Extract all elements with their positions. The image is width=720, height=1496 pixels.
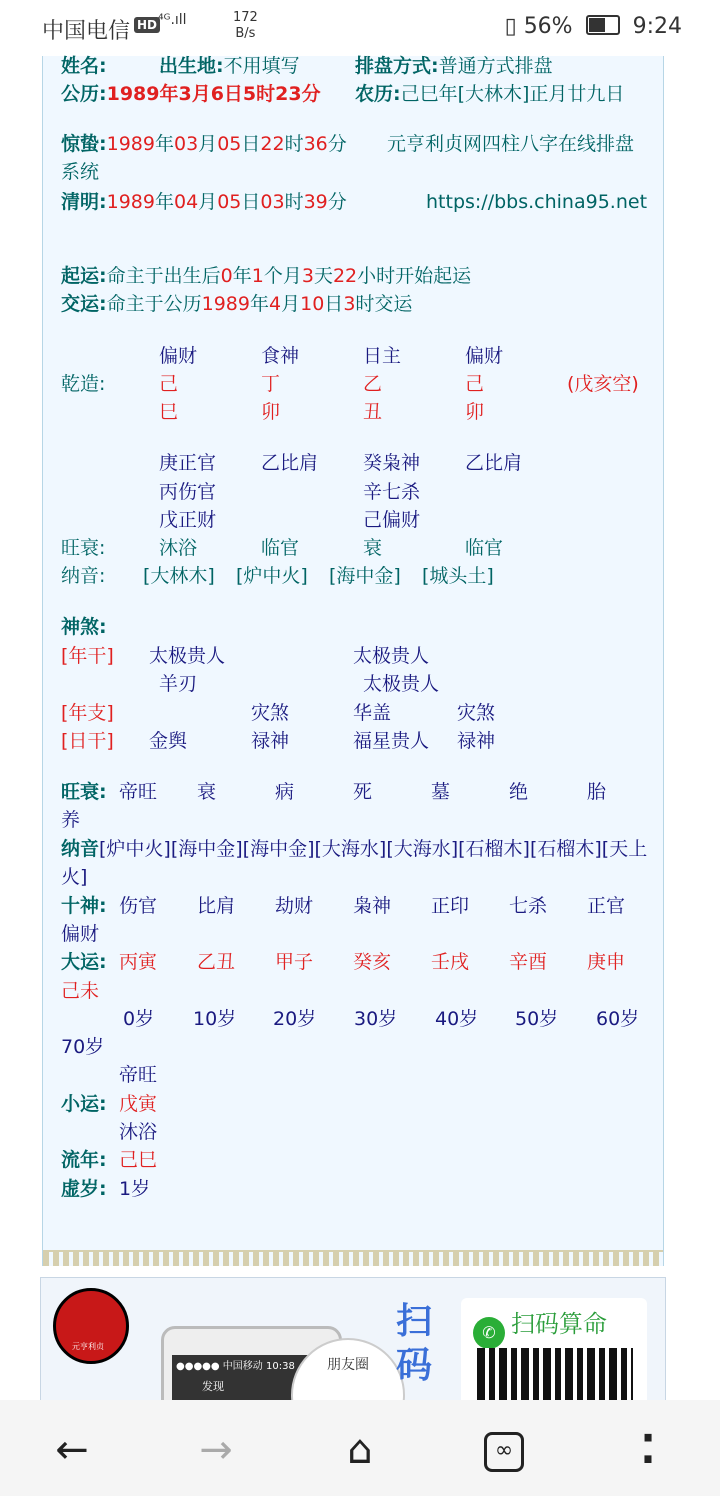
shensha-value: 太极贵人 (353, 645, 430, 667)
nayin-label: 纳音: (61, 565, 106, 587)
dayun-value: 辛酉 (509, 951, 548, 973)
home-button[interactable]: ⌂ (347, 1427, 373, 1473)
qr-card: ✆ 扫码算命 (461, 1298, 647, 1402)
hidden-stem: 辛七杀 (363, 481, 421, 503)
shishen-wrap: 偏财 (61, 923, 100, 945)
wangshuai-value: 衰 (363, 537, 383, 559)
branch-month: 卯 (261, 401, 281, 423)
age-value: 20岁 (273, 1008, 317, 1030)
qr-code (477, 1348, 633, 1402)
stem-year: 己 (159, 373, 179, 395)
decorative-border (43, 1250, 663, 1266)
forward-button[interactable]: → (199, 1427, 233, 1473)
branch-year: 巳 (159, 401, 179, 423)
age-wrap: 70岁 (61, 1036, 105, 1058)
dayun-value: 壬戌 (431, 951, 470, 973)
hidden-stem: 癸枭神 (363, 452, 421, 474)
dayun-value: 乙丑 (197, 951, 236, 973)
dayun-wrap: 己未 (61, 980, 100, 1002)
wangshuai-value: 临官 (261, 537, 300, 559)
shensha-value: 华盖 (353, 702, 392, 724)
ws2-value: 墓 (431, 781, 451, 803)
pillar-head-hour: 偏财 (465, 345, 504, 367)
shishen-value: 七杀 (509, 895, 548, 917)
network-speed: 172 B/s (233, 10, 258, 41)
hidden-stem: 丙伤官 (159, 481, 217, 503)
bazi-result-panel (42, 56, 664, 1266)
row-qiyun: 起运:命主于出生后0年1个月3天22小时开始起运 (61, 265, 472, 287)
shensha-value: 羊刃 (159, 673, 198, 695)
xiaoyun-bottom: 沐浴 (119, 1121, 158, 1143)
shensha-day-stem-label: [日干] (61, 730, 114, 752)
shensha-value: 禄神 (251, 730, 290, 752)
shensha-value: 禄神 (457, 730, 496, 752)
ws2-value: 死 (353, 781, 373, 803)
row-lunar: 农历:己巳年[大林木]正月廿九日 (355, 83, 625, 105)
hidden-stem: 己偏财 (363, 509, 421, 531)
back-button[interactable]: ← (55, 1427, 89, 1473)
row-name: 姓名: (61, 55, 107, 77)
brand-logo: 元亨利贞 (53, 1288, 129, 1364)
pillar-head-day: 日主 (363, 345, 402, 367)
row-qingming: 清明:1989年04月05日03时39分 (61, 191, 347, 213)
shensha-year-stem-label: [年干] (61, 645, 114, 667)
branch-day: 丑 (363, 401, 383, 423)
pillar-head-month: 食神 (261, 345, 300, 367)
stem-hour: 己 (465, 373, 485, 395)
nayin-value: [炉中火] (236, 565, 308, 587)
age-value: 10岁 (193, 1008, 237, 1030)
dayun-value: 癸亥 (353, 951, 392, 973)
ny2-wrap: 火] (61, 866, 88, 888)
nayin-value: [大林木] (143, 565, 215, 587)
xiaoyun-label: 小运: (61, 1093, 107, 1115)
scan-label: 扫 码 (396, 1301, 433, 1386)
ws2-value: 帝旺 (119, 781, 158, 803)
row-method: 排盘方式:普通方式排盘 (355, 55, 553, 77)
tabs-icon: ∞ (484, 1432, 524, 1472)
moments-circle: 朋友圈 (291, 1338, 405, 1402)
shensha-value: 金舆 (149, 730, 188, 752)
shensha-value: 灾煞 (457, 702, 496, 724)
qr-ad-banner[interactable] (40, 1277, 666, 1402)
xiaoyun-value: 戊寅 (119, 1093, 158, 1115)
battery-icon (586, 15, 620, 35)
ws2-value: 衰 (197, 781, 217, 803)
stem-day: 乙 (363, 373, 383, 395)
shishen-value: 伤官 (119, 895, 158, 917)
status-bar (0, 0, 720, 56)
nayin-value: [海中金] (329, 565, 401, 587)
browser-nav-bar (0, 1400, 720, 1496)
phone-illustration: ●●●●● 中国移动 10:38 发现 (161, 1326, 342, 1402)
xusui-value: 1岁 (119, 1178, 151, 1200)
row-birthplace: 出生地:不用填写 (159, 55, 300, 77)
battery-percent: 56% (523, 14, 573, 39)
xiaoyun-top: 帝旺 (119, 1064, 158, 1086)
dayun-value: 甲子 (275, 951, 314, 973)
row-jingzhe: 惊蛰:1989年03月05日22时36分 (61, 133, 347, 155)
dayun-value: 庚申 (587, 951, 626, 973)
xusui-label: 虚岁: (61, 1178, 107, 1200)
vibrate-icon: ▯ (504, 14, 517, 39)
age-value: 60岁 (596, 1008, 640, 1030)
shensha-value: 太极贵人 (363, 673, 440, 695)
branch-hour: 卯 (465, 401, 485, 423)
dayun-value: 丙寅 (119, 951, 158, 973)
shensha-value: 灾煞 (251, 702, 290, 724)
pillar-head-year: 偏财 (159, 345, 198, 367)
kong-wang: (戊亥空) (567, 373, 639, 395)
shishen-value: 劫财 (275, 895, 314, 917)
shishen-value: 正官 (587, 895, 626, 917)
shensha-year-branch-label: [年支] (61, 702, 114, 724)
liunian-label: 流年: (61, 1149, 107, 1171)
status-right (505, 14, 682, 39)
shishen-value: 正印 (431, 895, 470, 917)
hidden-stem: 乙比肩 (465, 452, 523, 474)
age-value: 40岁 (435, 1008, 479, 1030)
ws2-value: 绝 (509, 781, 529, 803)
ws2-value: 病 (275, 781, 295, 803)
shensha-value: 福星贵人 (353, 730, 430, 752)
clock: 9:24 (632, 14, 682, 39)
row-solar: 公历:1989年3月6日5时23分 (61, 83, 321, 105)
ws2-value: 胎 (587, 781, 607, 803)
liunian-value: 己巳 (119, 1149, 158, 1171)
wangshuai-label: 旺衰: (61, 537, 106, 559)
age-value: 50岁 (515, 1008, 559, 1030)
shishen-label: 十神: (61, 895, 107, 917)
site-name-wrap: 系统 (61, 161, 100, 183)
wangshuai-value: 沐浴 (159, 537, 198, 559)
qianzao-label: 乾造: (61, 373, 106, 395)
ws2-wrap: 养 (61, 809, 81, 831)
hidden-stem: 庚正官 (159, 452, 217, 474)
site-name: 元亨利贞网四柱八字在线排盘 (387, 133, 635, 155)
ny2-row: 纳音[炉中火][海中金][海中金][大海水][大海水][石榴木][石榴木][天上 (61, 838, 648, 860)
shensha-value: 太极贵人 (149, 645, 226, 667)
wangshuai-value: 临官 (465, 537, 504, 559)
ws2-label: 旺衰: (61, 781, 107, 803)
age-value: 30岁 (354, 1008, 398, 1030)
site-url-link[interactable]: https://bbs.china95.net (426, 191, 648, 213)
row-jiaoyun: 交运:命主于公历1989年4月10日3时交运 (61, 293, 413, 315)
hidden-stem: 乙比肩 (261, 452, 319, 474)
shensha-label: 神煞: (61, 616, 107, 638)
dayun-label: 大运: (61, 951, 107, 973)
tabs-button[interactable] (476, 1422, 532, 1478)
shishen-value: 枭神 (353, 895, 392, 917)
age-value: 0岁 (123, 1008, 155, 1030)
wechat-icon: ✆ (473, 1317, 505, 1349)
nayin-value: [城头土] (422, 565, 494, 587)
menu-button[interactable]: ⁚ (640, 1427, 656, 1473)
hidden-stem: 戊正财 (159, 509, 217, 531)
carrier-label: 中国电信 (42, 19, 131, 44)
stem-month: 丁 (261, 373, 281, 395)
signal-icon: ⁴ᴳ.ıll (158, 12, 187, 28)
hd-badge: HD (134, 17, 160, 33)
shishen-value: 比肩 (197, 895, 236, 917)
